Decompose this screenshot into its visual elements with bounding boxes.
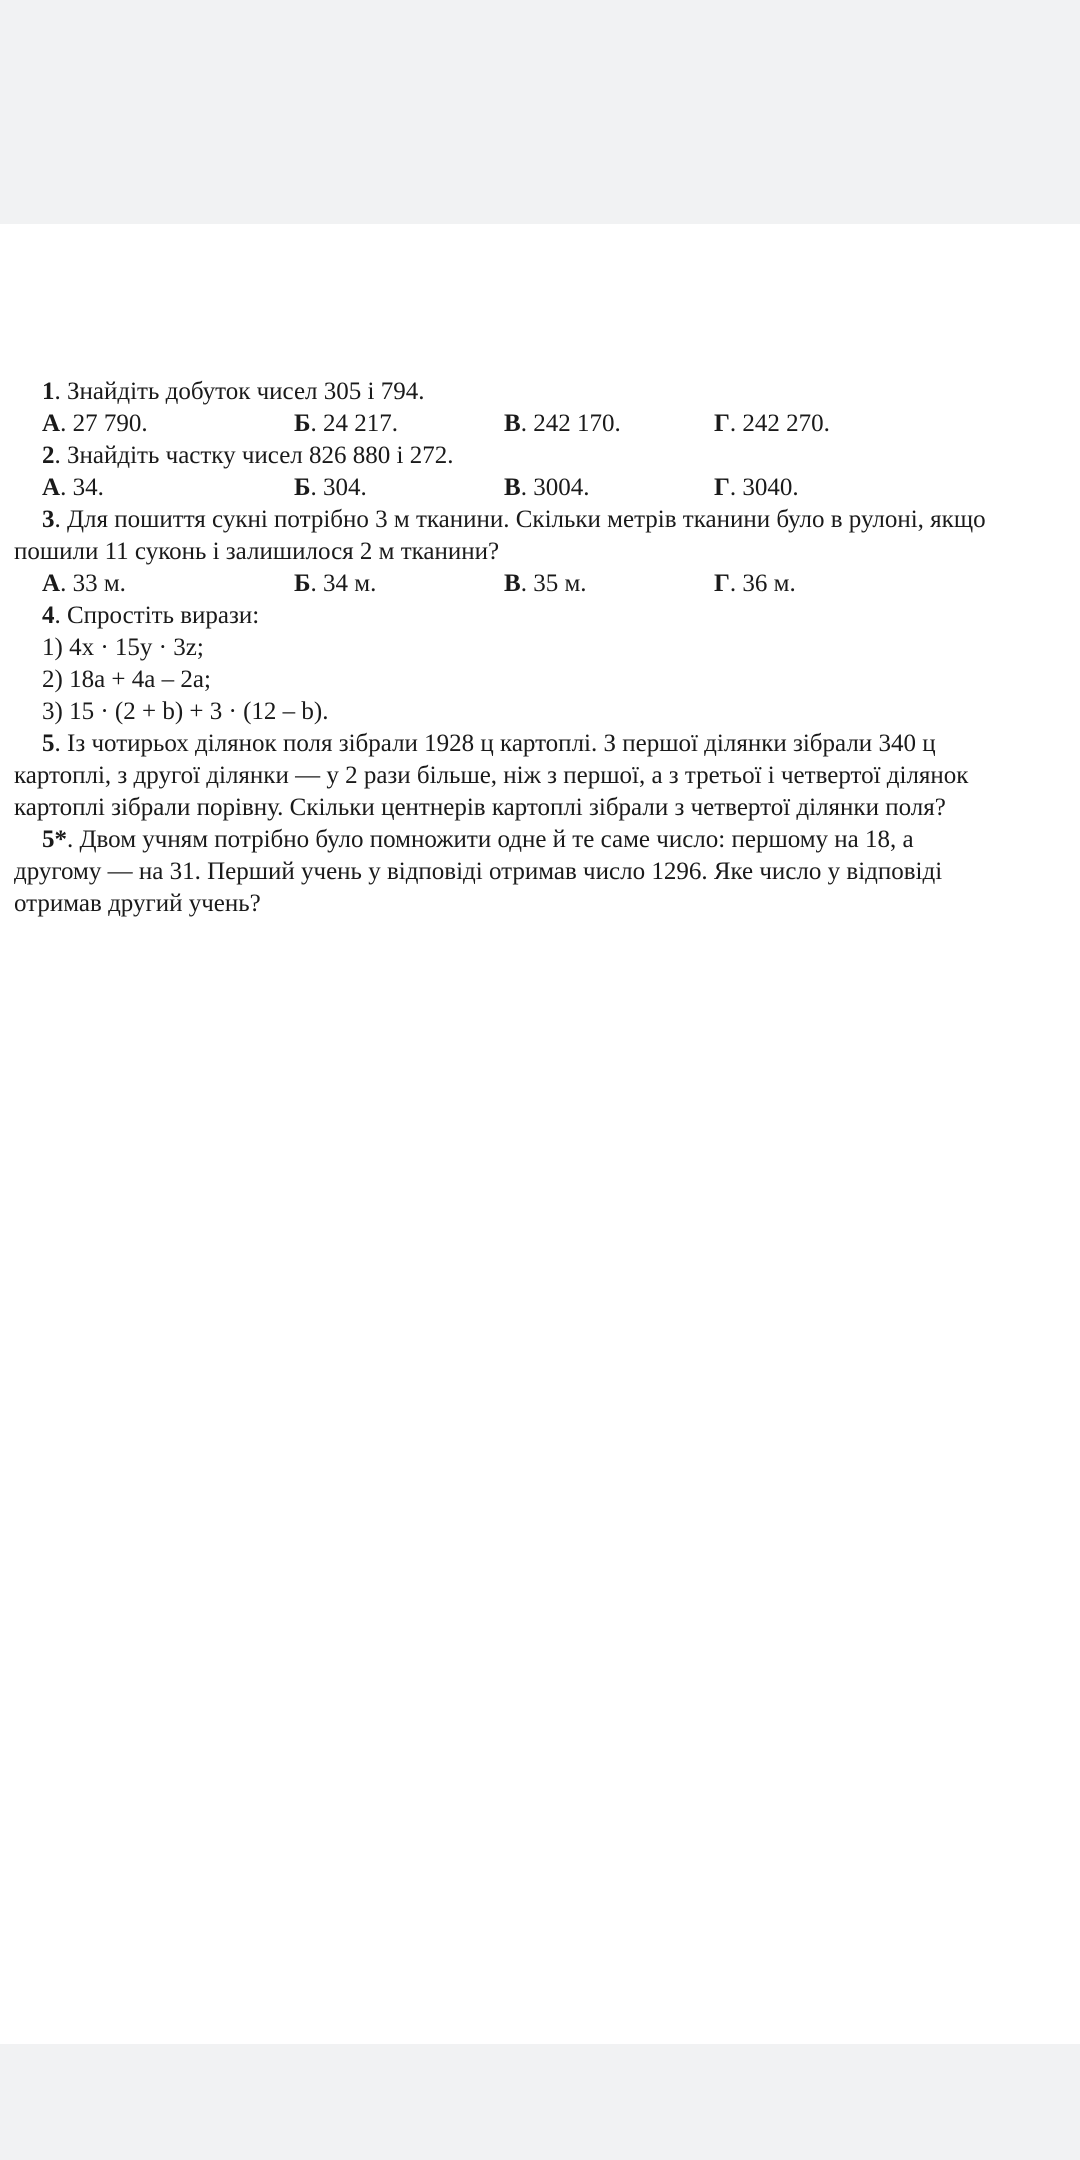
- question-text: . Знайдіть добуток чисел 305 і 794.: [54, 378, 425, 405]
- option-v: В. 35 м.: [504, 570, 587, 597]
- question-text-line-3: картоплі зібрали порівну. Скільки центнерів картоплі зібрали з четвертої ділянки поля?: [14, 794, 946, 821]
- option-v: В. 242 170.: [504, 410, 621, 437]
- expression-1: 1) 4x · 15y · 3z;: [42, 634, 204, 661]
- answer-options-2: [14, 472, 1078, 504]
- answer-options-3: [14, 568, 1078, 600]
- question-4: [14, 600, 1078, 632]
- option-g: Г. 242 270.: [714, 410, 830, 437]
- question-3: [14, 504, 1078, 536]
- question-text-line-1: . Із чотирьох ділянок поля зібрали 1928 ц картоплі. З першої ділянки зібрали 340 ц: [54, 730, 936, 757]
- option-a: А. 27 790.: [42, 410, 148, 437]
- option-b: Б. 34 м.: [294, 570, 377, 597]
- option-g: Г. 36 м.: [714, 570, 796, 597]
- expression-2: 2) 18a + 4a – 2a;: [42, 666, 211, 693]
- question-number: 1: [42, 378, 55, 405]
- question-number: 5: [42, 730, 55, 757]
- expression-3: 3) 15 · (2 + b) + 3 · (12 – b).: [42, 698, 329, 725]
- question-1: [14, 376, 1078, 408]
- document-page: [0, 224, 1080, 2044]
- question-text-line-3: отримав другий учень?: [14, 890, 261, 917]
- question-5: [14, 728, 1078, 760]
- question-number: 2: [42, 442, 55, 469]
- option-b: Б. 24 217.: [294, 410, 399, 437]
- question-number: 3: [42, 506, 55, 533]
- question-text-line-2: картоплі, з другої ділянки — у 2 рази більше, ніж з першої, а з третьої і четвертої ділянок: [14, 762, 969, 789]
- question-text-line-2: другому — на 31. Перший учень у відповіді отримав число 1296. Яке число у відповіді: [14, 858, 943, 885]
- question-5-star: [14, 824, 1078, 856]
- question-text-line-1: . Для пошиття сукні потрібно 3 м тканини. Скільки метрів тканини було в рулоні, якщо: [54, 506, 986, 533]
- answer-options-1: [14, 408, 1078, 440]
- option-v: В. 3004.: [504, 474, 590, 501]
- option-g: Г. 3040.: [714, 474, 799, 501]
- question-2: [14, 440, 1078, 472]
- option-a: А. 34.: [42, 474, 104, 501]
- question-text: . Спростіть вирази:: [54, 602, 260, 629]
- question-text: . Знайдіть частку чисел 826 880 і 272.: [54, 442, 454, 469]
- question-number: 5*: [42, 826, 67, 853]
- question-number: 4: [42, 602, 55, 629]
- question-text-line-2: пошили 11 суконь і залишилося 2 м тканини?: [14, 538, 500, 565]
- worksheet: [14, 376, 1078, 920]
- option-a: А. 33 м.: [42, 570, 126, 597]
- question-text-line-1: . Двом учням потрібно було помножити одне й те саме число: першому на 18, а: [67, 826, 914, 853]
- option-b: Б. 304.: [294, 474, 367, 501]
